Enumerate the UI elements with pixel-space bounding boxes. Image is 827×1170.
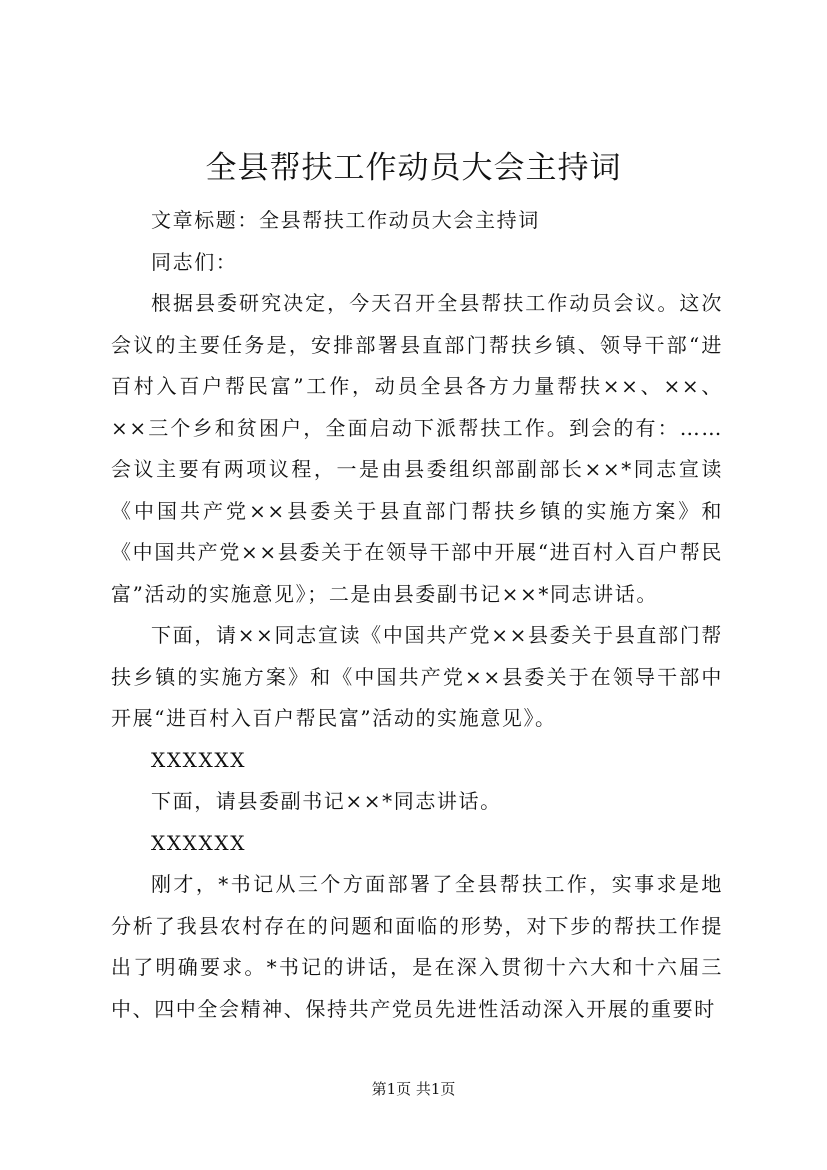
paragraph-summary: 刚才，*书记从三个方面部署了全县帮扶工作，实事求是地分析了我县农村存在的问题和面临的形势，对下步的帮扶工作提出了明确要求。*书记的讲话，是在深入贯彻十六大和十六届三中、四中全会精神、保持共产党员先进性活动深入开展的重要时 [111, 872, 723, 1021]
placeholder-line: XXXXXX [151, 830, 247, 855]
page-number: 第1页 共1页 [371, 1080, 456, 1098]
placeholder-line: XXXXXX [151, 747, 247, 772]
paragraph-speech-request: 下面，请县委副书记××*同志讲话。 [151, 789, 502, 813]
document-body [111, 200, 723, 1030]
document-title: 全县帮扶工作动员大会主持词 [205, 150, 622, 186]
paragraph-opening: 根据县委研究决定，今天召开全县帮扶工作动员会议。这次会议的主要任务是，安排部署县直部门帮扶乡镇、领导干部“进百村入百户帮民富”工作，动员全县各方力量帮扶××、××、××三个乡和贫困户，全面启动下派帮扶工作。到会的有：……会议主要有两项议程，一是由县委组织部副部长××*同志宣读《中国共产党××县委关于县直部门帮扶乡镇的实施方案》和《中国共产党××县委关于在领导干部中开展“进百村入百户帮民富”活动的实施意见》；二是由县委副书记××*同志讲话。 [111, 291, 723, 606]
salutation: 同志们： [151, 249, 238, 274]
article-title-line: 文章标题：全县帮扶工作动员大会主持词 [151, 208, 540, 232]
paragraph-reading-request: 下面，请××同志宣读《中国共产党××县委关于县直部门帮扶乡镇的实施方案》和《中国共产党××县委关于在领导干部中开展“进百村入百户帮民富”活动的实施意见》。 [111, 623, 723, 730]
